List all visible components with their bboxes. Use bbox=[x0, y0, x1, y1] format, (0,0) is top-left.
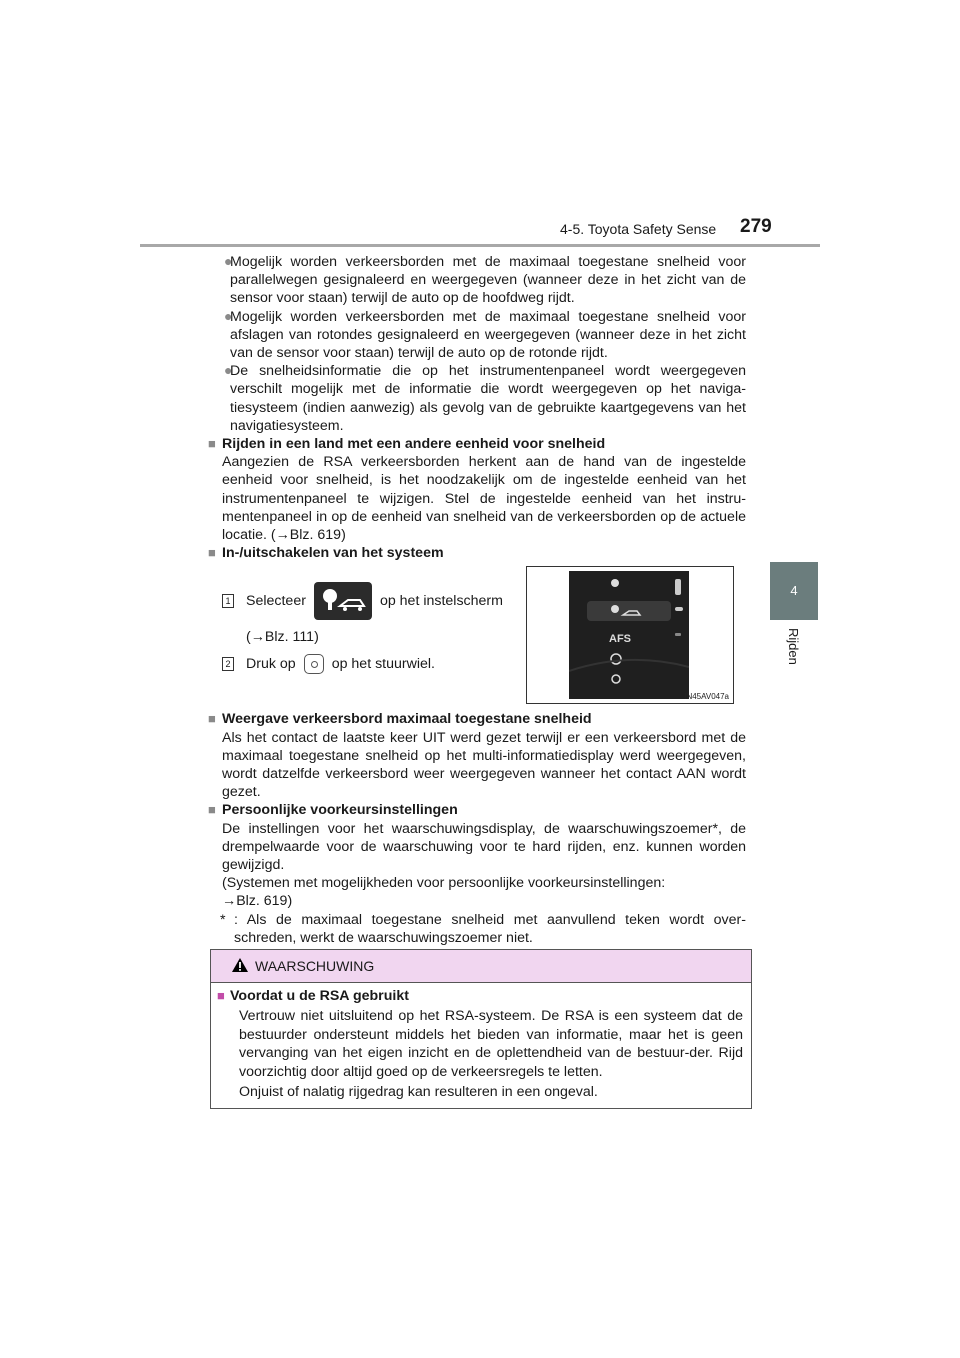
warning-section bbox=[217, 987, 743, 1005]
display-illustration bbox=[526, 566, 734, 704]
warning-paragraph: Vertrouw niet uitsluitend op het RSA-systeem. De RSA is een systeem dat de bestuurder ondersteunt middels het bieden van informatie, maar het is geen vervanging van het eigen inzicht en de oplettendheid van de bestuur-der. Rijd voorzichtig door altijd goed op de verkeersregels te letten. bbox=[239, 1008, 743, 1080]
bullet-dot-icon: ● bbox=[224, 253, 233, 269]
running-header-section: 4-5. Toyota Safety Sense bbox=[560, 221, 717, 237]
page-number: 279 bbox=[740, 216, 772, 237]
section-rijden-land bbox=[208, 435, 746, 544]
footnote-text: : Als de maximaal toegestane snelheid met aanvullend teken wordt over-schreden, werkt de waarschuwingszoemer niet. bbox=[234, 911, 746, 946]
warning-box bbox=[210, 949, 752, 1109]
step-text: Selecteer bbox=[246, 593, 306, 610]
section-square-icon: ■ bbox=[208, 802, 216, 818]
section-in-uitschakelen bbox=[208, 544, 746, 562]
warning-triangle-icon bbox=[231, 957, 249, 978]
bullet-text: De snelheidsinformatie die op het instrumentenpaneel wordt weergegeven verschilt mogelijk met de informatie die wordt weergegeven op het naviga-tiesysteem (indien aanwezig) als gevolg van de gebruikte kaartgegevens van het navigatiesysteem. bbox=[230, 363, 746, 434]
step-2 bbox=[222, 654, 435, 674]
section-title: Rijden in een land met een andere eenheid voor snelheid bbox=[222, 436, 606, 453]
bullet-text: Mogelijk worden verkeersborden met de maximaal toegestane snelheid voor afslagen van rotondes gesignaleerd en weergegeven (wanneer deze in het zicht van de sensor voor staan) terwijl de auto op de rotonde rijdt. bbox=[230, 308, 746, 362]
section-persoonlijke bbox=[208, 801, 746, 910]
afs-menu-label: AFS bbox=[609, 633, 631, 645]
section-title: In-/uitschakelen van het systeem bbox=[222, 545, 444, 562]
warning-square-icon: ■ bbox=[217, 988, 225, 1003]
warning-section-title: Voordat u de RSA gebruikt bbox=[230, 988, 409, 1004]
bullet-item bbox=[208, 308, 746, 363]
section-body: Aangezien de RSA verkeersborden herkent aan de hand van de ingestelde eenheid voor snelheid, is het noodzakelijk om de ingestelde eenheid van het instrumentenpaneel te wijzigen. Stel de ingestelde eenheid van het instru-mentenpaneel in op de eenheid van snelheid van de verkeersborden op de actuele locatie. (→Blz. 619) bbox=[222, 454, 746, 544]
illustration-code: IN45AV047a bbox=[684, 692, 729, 701]
section-square-icon: ■ bbox=[208, 545, 216, 561]
chapter-tab-label: Rijden bbox=[786, 628, 801, 665]
bullet-dot-icon: ● bbox=[224, 307, 233, 324]
step-text: Druk op bbox=[246, 656, 296, 673]
bullet-item bbox=[208, 253, 746, 308]
section-title: Persoonlijke voorkeursinstellingen bbox=[222, 802, 458, 819]
step-number: 1 bbox=[222, 594, 234, 608]
header-rule bbox=[140, 244, 820, 247]
warning-body bbox=[211, 983, 751, 1101]
step-1 bbox=[222, 582, 503, 646]
chapter-tab: 4 bbox=[770, 562, 818, 620]
section-square-icon: ■ bbox=[208, 711, 216, 727]
multi-info-display-photo bbox=[569, 571, 689, 699]
section-title: Weergave verkeersbord maximaal toegestane snelheid bbox=[222, 711, 592, 728]
section-body: De instellingen voor het waarschuwingsdisplay, de waarschuwingszoemer*, de drempelwaarde voor de waarschuwing voor te hard rijden, enz. kunnen worden gewijzigd. bbox=[222, 820, 746, 874]
steering-switch-icon bbox=[304, 654, 324, 674]
warning-paragraph: Onjuist of nalatig rijgedrag kan resulteren in een ongeval. bbox=[239, 1084, 598, 1101]
warning-header bbox=[211, 950, 751, 983]
bullet-text: Mogelijk worden verkeersborden met de maximaal toegestane snelheid voor parallelwegen gesignaleerd en weergegeven (wanneer deze in het zicht van de sensor voor staan) terwijl de auto op de hoofdweg rijdt. bbox=[230, 254, 746, 307]
section-square-icon: ■ bbox=[208, 436, 216, 452]
footnote bbox=[208, 911, 746, 947]
step-text: op het stuurwiel. bbox=[331, 656, 435, 673]
step-ref: (→Blz. 111) bbox=[246, 629, 319, 646]
footnote-star: * bbox=[220, 911, 226, 928]
bullet-item bbox=[208, 362, 746, 435]
rsa-setting-icon bbox=[314, 582, 372, 620]
section-body-note: (Systemen met mogelijkheden voor persoonlijke voorkeursinstellingen: bbox=[222, 875, 666, 892]
warning-title: WAARSCHUWING bbox=[255, 958, 375, 974]
bullet-dot-icon: ● bbox=[224, 362, 233, 379]
section-body-ref: →Blz. 619) bbox=[222, 893, 293, 910]
section-body: Als het contact de laatste keer UIT werd gezet terwijl er een verkeersbord met de maximaal toegestane snelheid op het multi-informatiedisplay werd weergegeven, wordt datzelfde verkeersbord weer weergegeven wanneer het contact AAN wordt gezet. bbox=[222, 729, 746, 801]
step-text: op het instelscherm bbox=[379, 593, 503, 610]
section-weergave bbox=[208, 710, 746, 801]
step-number: 2 bbox=[222, 657, 234, 671]
